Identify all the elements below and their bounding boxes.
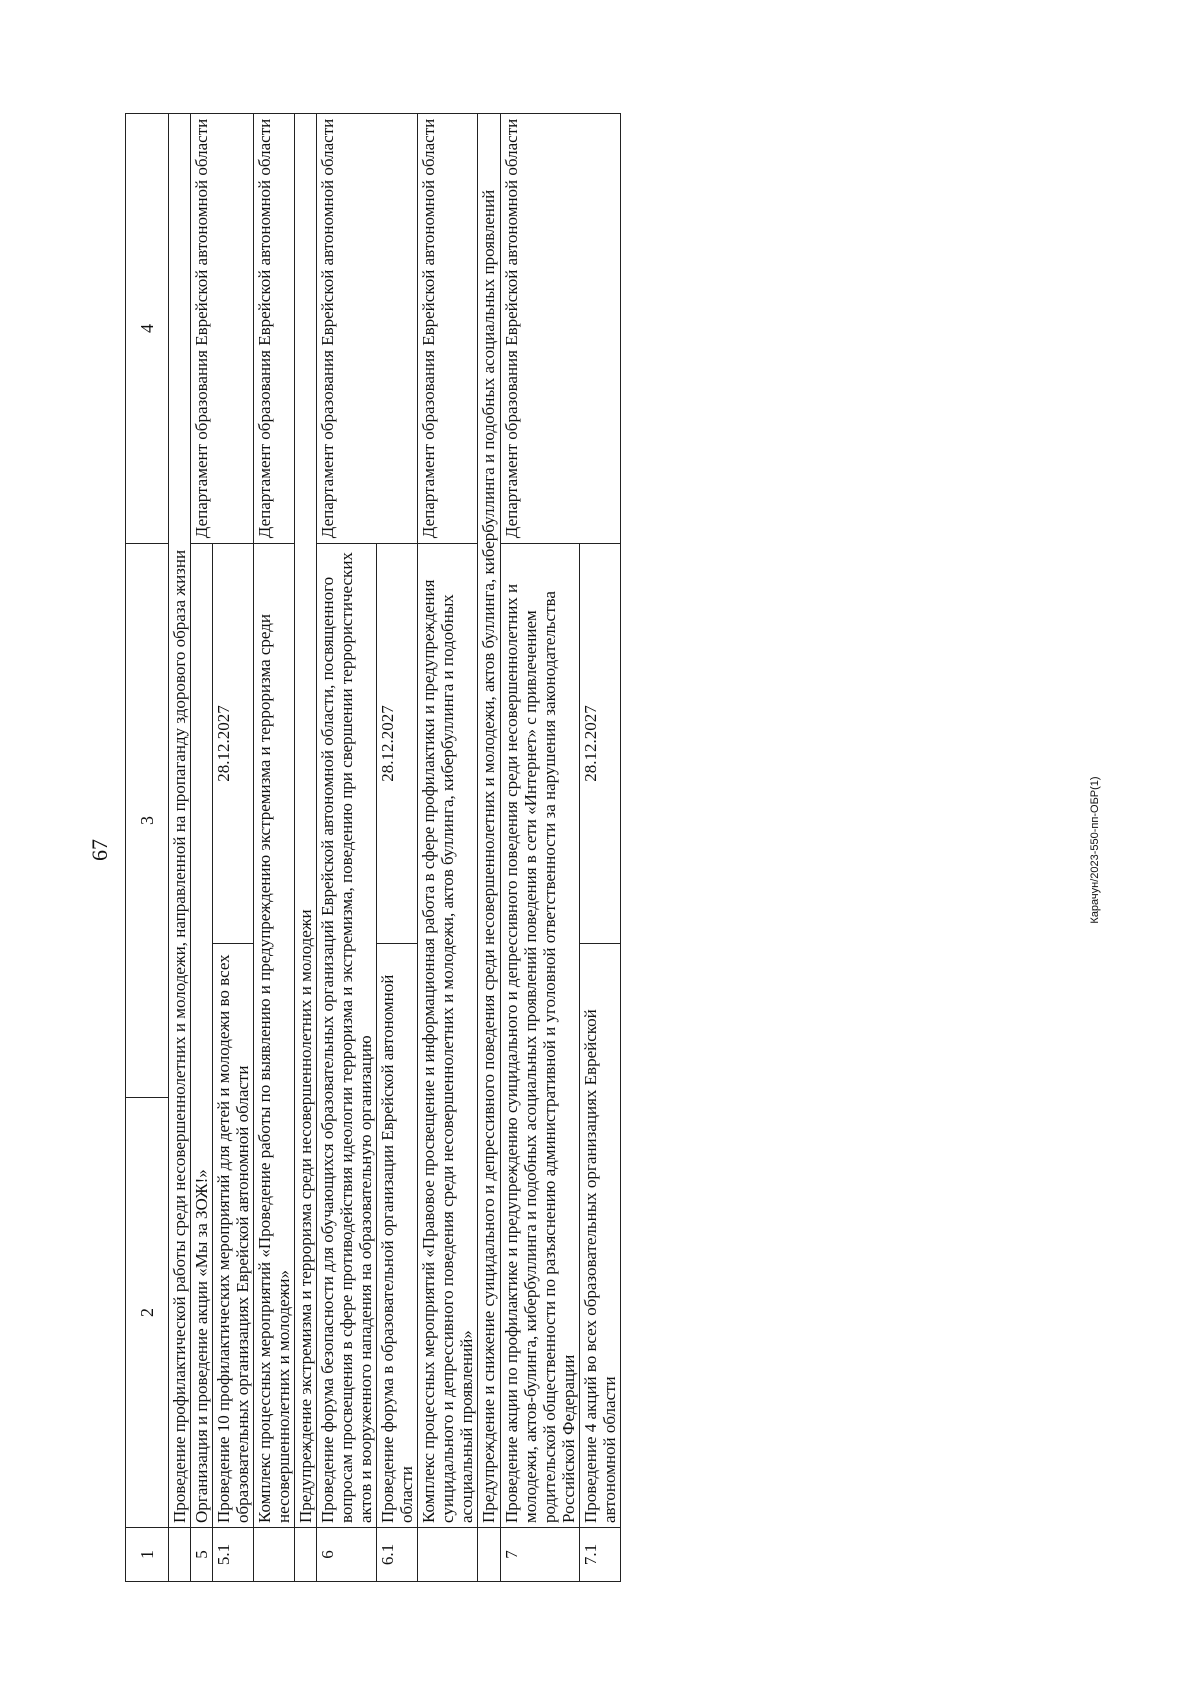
deadline-cell: 28.12.2027 <box>213 544 254 944</box>
rotated-table-container <box>125 114 821 1582</box>
row-number: 6 <box>317 1528 377 1582</box>
column-header: 1 <box>126 1528 169 1582</box>
event-text: Проведение 10 профилактических мероприятий для детей и молодежи во всех образовательных организациях Еврейской автономной области <box>213 944 254 1528</box>
task-text: Проведение акции по профилактике и предупреждению суицидального и депрессивного поведения среди несовершеннолетних и молодежи, актов-булинга, кибербуллинга и подобных асоциальных проявлений поведения в сети «Интернет» с привлечением родительской общественности по разъяснению административной и уголовной ответственности за нарушения законодательства Российской Федерации <box>500 544 579 1528</box>
row-number <box>254 1528 295 1582</box>
column-header: 2 <box>126 1098 169 1528</box>
table-row <box>191 114 213 1582</box>
event-text: Проведение 4 акций во всех образовательных организациях Еврейской автономной области <box>579 944 620 1528</box>
row-number: 7.1 <box>579 1528 620 1582</box>
complex-text: Комплекс процессных мероприятий «Правовое просвещение и информационная работа в сфере профилактики и предупреждения суицидального и депрессивного поведения среди несовершеннолетних и молодежи, актов буллинга, кибербуллинга и подобных асоциальный проявлений» <box>418 544 478 1528</box>
deadline-cell: 28.12.2027 <box>579 544 620 944</box>
section-title: Предупреждение и снижение суицидального и депрессивного поведения среди несовершеннолетних и молодежи, актов буллинга, кибербуллинга и подобных асоциальных проявлений <box>478 114 500 1528</box>
column-header: 4 <box>126 114 169 544</box>
row-number: 5.1 <box>213 1528 254 1582</box>
column-header: 3 <box>126 544 169 1098</box>
section-row <box>169 114 191 1582</box>
row-number: 5 <box>191 1528 213 1582</box>
task-text: Организация и проведение акции «Мы за ЗОЖ!» <box>191 544 213 1528</box>
document-code: Карачун/2023-550-пп-ОБР(1) <box>1089 776 1101 924</box>
event-text: Проведение форума в образовательной организации Еврейской автономной области <box>377 944 418 1528</box>
section-row <box>478 114 500 1582</box>
row-number: 6.1 <box>377 1528 418 1582</box>
table-row <box>317 114 377 1582</box>
measures-table <box>125 113 621 1582</box>
section-title: Проведение профилактической работы среди несовершеннолетних и молодежи, направленной на пропаганду здорового образа жизни <box>169 114 191 1528</box>
table-row <box>254 114 295 1582</box>
responsible-cell: Департамент образования Еврейской автономной области <box>418 114 478 544</box>
complex-text: Комплекс процессных мероприятий «Проведение работы по выявлению и предупреждению экстремизма и терроризма среди несовершеннолетних и молодежи» <box>254 544 295 1528</box>
row-number: 7 <box>500 1528 579 1582</box>
page-number: 67 <box>87 839 112 861</box>
table-row <box>500 114 579 1582</box>
section-title: Предупреждение экстремизма и терроризма среди несовершеннолетних и молодежи <box>295 114 317 1528</box>
table-row <box>418 114 478 1582</box>
task-text: Проведение форума безопасности для обучающихся образовательных организаций Еврейской автономной области, посвященного вопросам просвещения в сфере противодействия идеологии терроризма и экстремизма, поведению при свершении террористических актов и вооруженного нападения на образовательную организацию <box>317 544 377 1528</box>
responsible-cell: Департамент образования Еврейской автономной области <box>191 114 254 544</box>
table-header-row <box>126 114 169 1582</box>
responsible-cell: Департамент образования Еврейской автономной области <box>500 114 620 544</box>
deadline-cell: 28.12.2027 <box>377 544 418 944</box>
responsible-cell: Департамент образования Еврейской автономной области <box>254 114 295 544</box>
section-row <box>295 114 317 1582</box>
row-number <box>418 1528 478 1582</box>
responsible-cell: Департамент образования Еврейской автономной области <box>317 114 418 544</box>
